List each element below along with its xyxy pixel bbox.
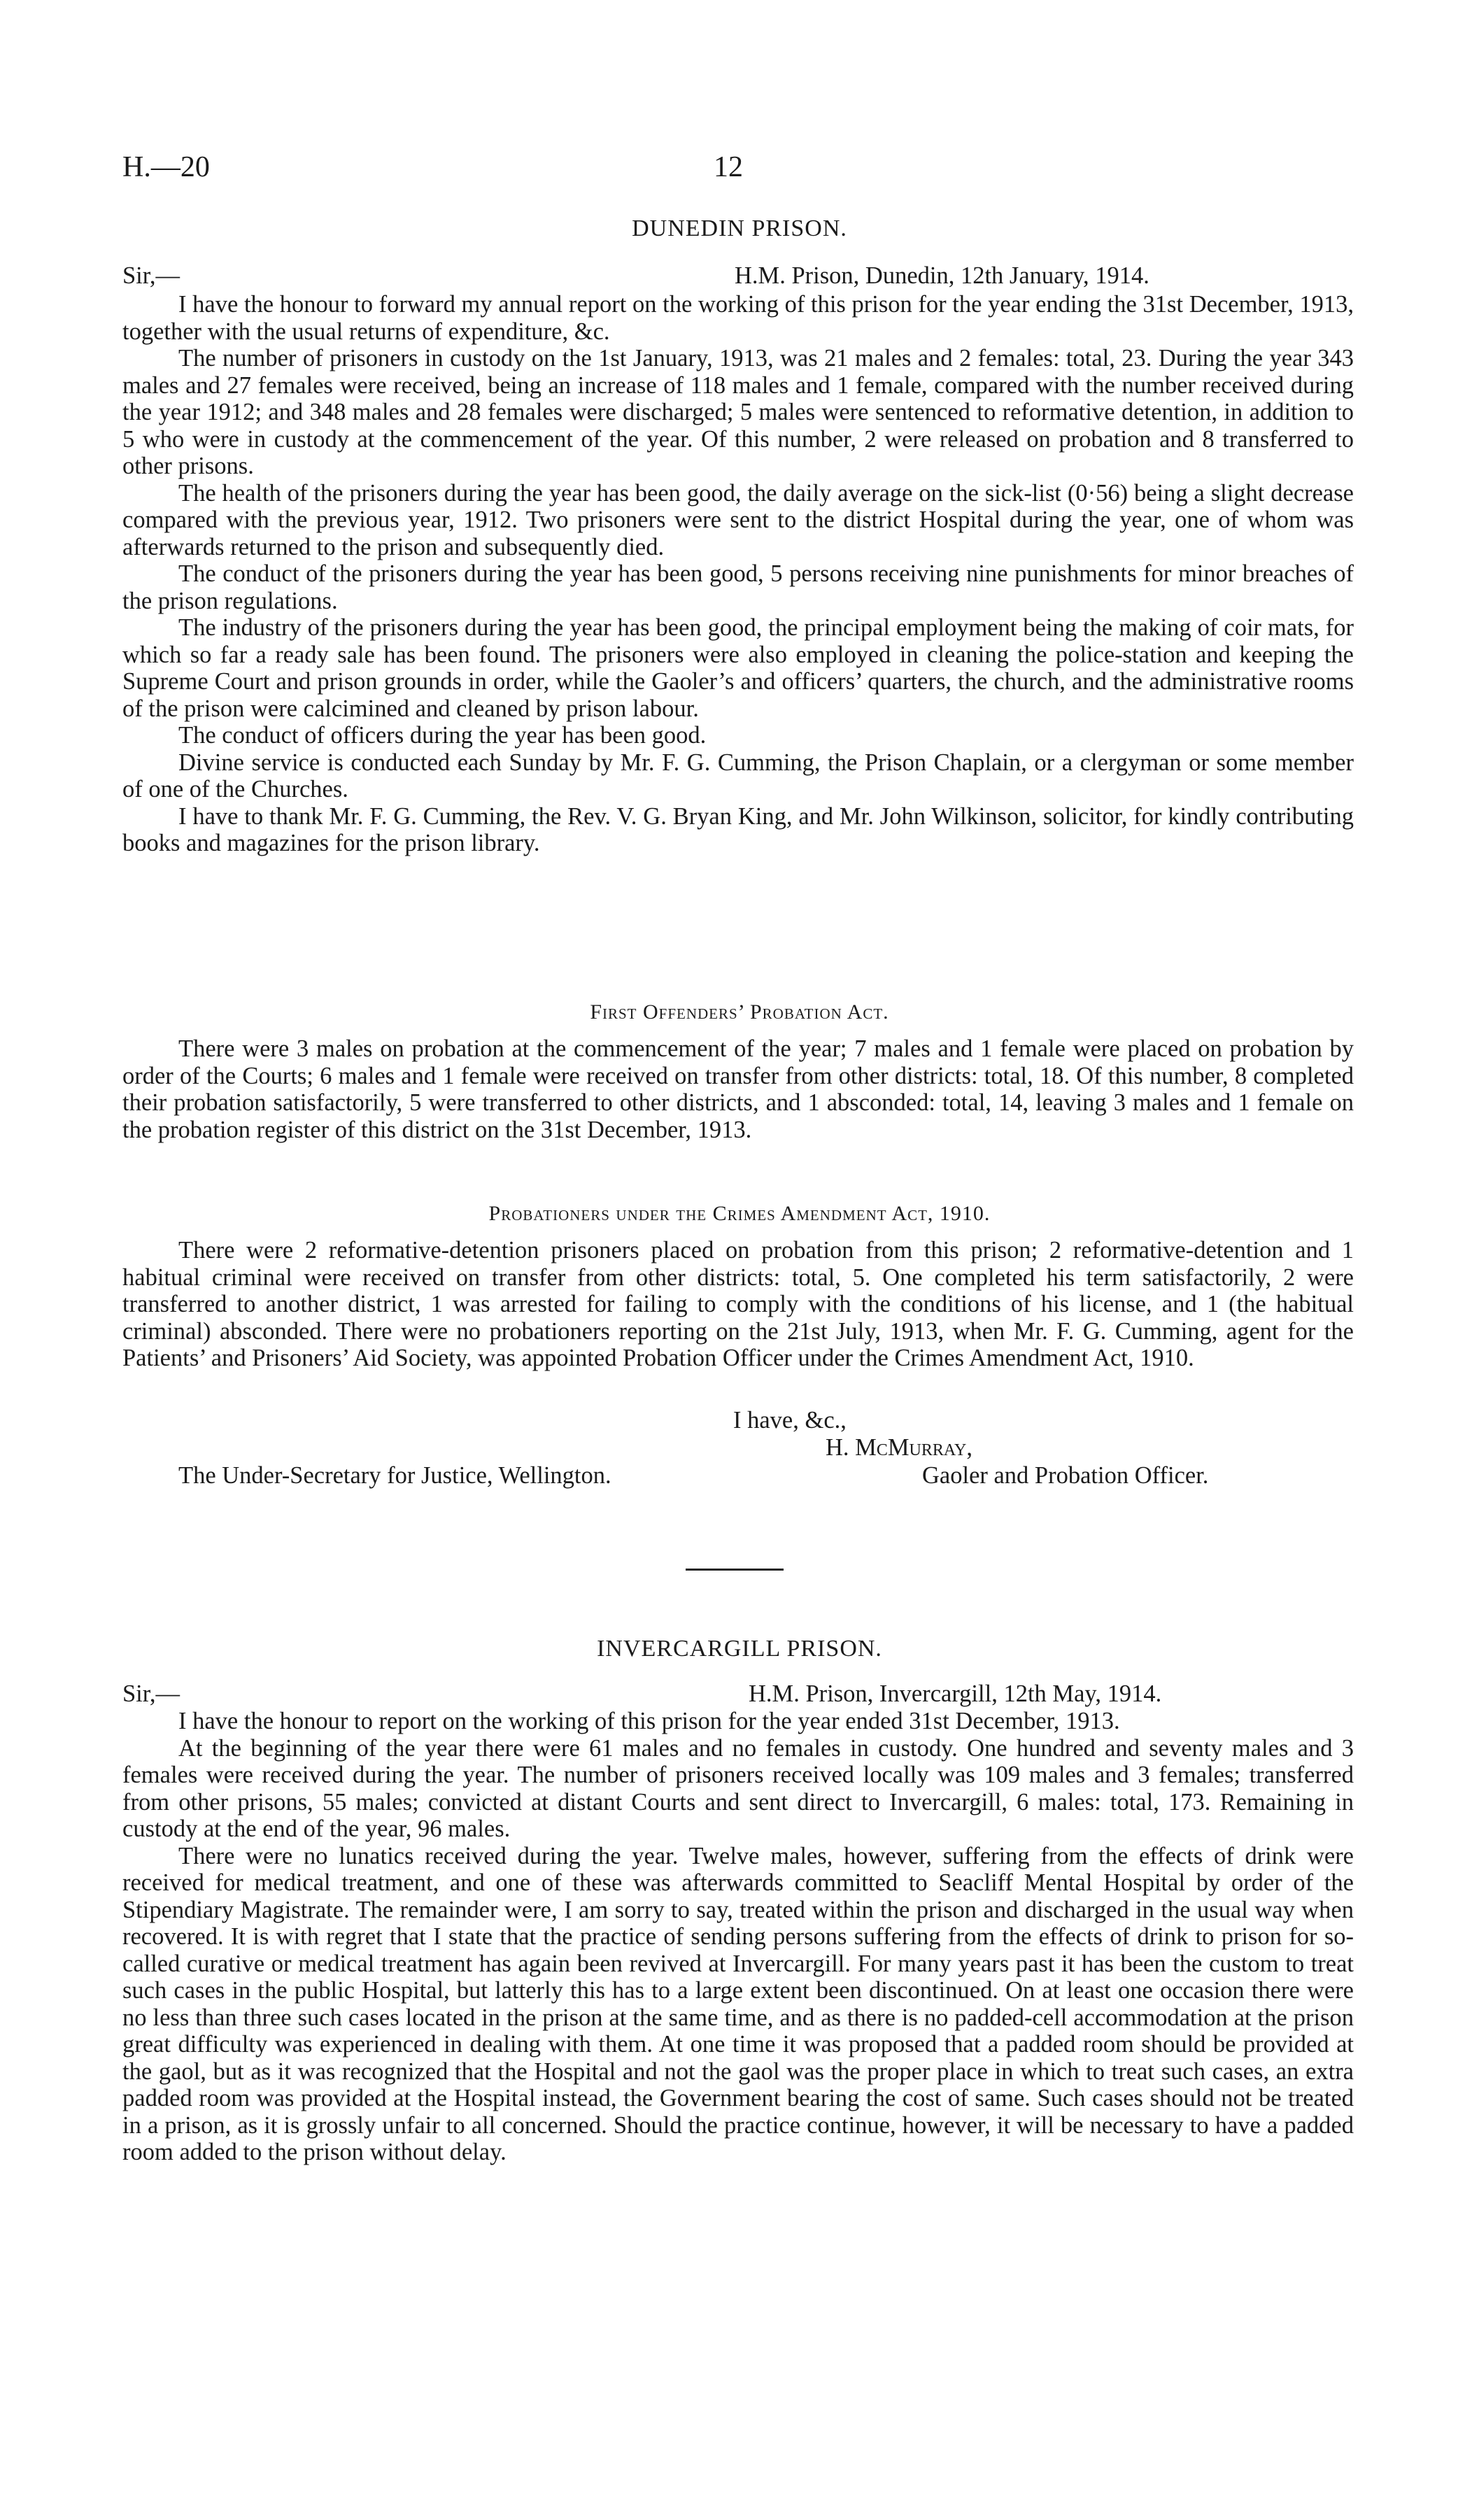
paragraph: The number of prisoners in custody on the 1st January, 1913, was 21 males and 2 females: total, 23. During the year 343 males and 27 females were received, being an increase of 118 males and 1 female, compared with the number received during the year 1912; and 348 males and 28 females were discharged; 5 males were sentenced to reformative detention, in addition to 5 who were in custody at the commencement of the year. Of this number, 2 were released on probation and 8 transferred to other prisons.: [122, 345, 1354, 479]
paragraph: I have the honour to report on the working of this prison for the year ended 31st December, 1913.: [178, 1708, 1120, 1734]
paragraph: The conduct of the prisoners during the year has been good, 5 persons receiving nine punishments for minor breaches of the prison regulations.: [122, 560, 1354, 614]
addressee: The Under-Secretary for Justice, Wellington.: [178, 1462, 611, 1489]
paragraph: The health of the prisoners during the year has been good, the daily average on the sick-list (0·56) being a slight decrease compared with the previous year, 1912. Two prisoners were sent to the district Hospital during the year, one of whom was afterwards returned to the prison and subsequently died.: [122, 479, 1354, 560]
section-title-dunedin: DUNEDIN PRISON.: [632, 215, 847, 241]
invercargill-body: [122, 1708, 1354, 2166]
document-reference: H.—20: [122, 151, 210, 183]
crimes-amendment-body: [122, 1237, 1354, 1372]
paragraph: At the beginning of the year there were 61 males and no females in custody. One hundred and seventy males and 3 females were received during the year. The number of prisoners received locally was 109 males and 3 females; transferred from other prisons, 55 males; convicted at distant Courts and sent direct to Invercargill, 6 males: total, 173. Remaining in custody at the end of the year, 96 males.: [122, 1734, 1354, 1842]
section-title-invercargill: INVERCARGILL PRISON.: [597, 1636, 882, 1662]
salutation: Sir,—: [122, 1680, 181, 1707]
salutation: Sir,—: [122, 262, 181, 289]
paragraph: I have to thank Mr. F. G. Cumming, the Rev. V. G. Bryan King, and Mr. John Wilkinson, solicitor, for kindly contributing books and magazines for the prison library.: [122, 802, 1354, 856]
page-number: 12: [714, 151, 743, 183]
paragraph: The conduct of officers during the year has been good.: [178, 722, 707, 749]
paragraph: Divine service is conducted each Sunday by Mr. F. G. Cumming, the Prison Chaplain, or a clergyman or some member of one of the Churches.: [122, 749, 1354, 802]
section-heading-crimes-amendment: Probationers under the Crimes Amendment Act, 1910.: [488, 1202, 991, 1225]
section-divider: [686, 1569, 784, 1571]
signer-title: Gaoler and Probation Officer.: [922, 1462, 1209, 1489]
paragraph: There were no lunatics received during the year. Twelve males, however, suffering from the effects of drink were received for medical treatment, and one of these was afterwards committed to Seacliff Mental Hospital by order of the Stipendiary Magistrate. The remainder were, I am sorry to say, treated within the prison and discharged in the usual way when recovered. It is with regret that I state that the practice of sending persons suffering from the effects of drink to prison for so-called curative or medical treatment has again been revived at Invercargill. For many years past it has been the custom to treat such cases in the public Hospital, but latterly this has to a large extent been discontinued. On at least one occasion there were no less than three such cases located in the prison at the same time, and as there is no padded-cell accommodation at the prison great difficulty was experienced in dealing with them. At one time it was proposed that a padded room should be provided at the gaol, but as it was recognized that the Hospital and not the gaol was the proper place in which to treat such cases, an extra padded room was provided at the Hospital instead, the Government bearing the cost of same. Such cases should not be treated in a prison, as it is grossly unfair to all concerned. Should the practice continue, however, it will be necessary to have a padded room added to the prison without delay.: [122, 1842, 1354, 2165]
letter-address: H.M. Prison, Dunedin, 12th January, 1914.: [735, 262, 1149, 289]
signer-name: H. McMurray,: [826, 1434, 972, 1461]
paragraph: There were 3 males on probation at the commencement of the year; 7 males and 1 female were placed on probation by order of the Courts; 6 males and 1 female were received on transfer from other districts: total, 18. Of this number, 8 completed their probation satisfactorily, 5 were transferred to other districts, and 1 absconded: total, 14, leaving 3 males and 1 female on the probation register of this district on the 31st December, 1913.: [122, 1035, 1354, 1143]
paragraph: There were 2 reformative-detention prisoners placed on probation from this prison; 2 reformative-detention and 1 habitual criminal were received on transfer from other districts: total, 5. One completed his term satisfactorily, 2 were transferred to another district, 1 was arrested for failing to comply with the conditions of his license, and 1 (the habitual criminal) absconded. There were no probationers reporting on the 21st July, 1913, when Mr. F. G. Cumming, agent for the Patients’ and Prisoners’ Aid Society, was appointed Probation Officer under the Crimes Amendment Act, 1910.: [122, 1237, 1354, 1371]
closing: I have, &c.,: [733, 1407, 847, 1434]
paragraph: The industry of the prisoners during the year has been good, the principal employment being the making of coir mats, for which so far a ready sale has been found. The prisoners were also employed in cleaning the police-station and keeping the Supreme Court and prison grounds in order, while the Gaoler’s and officers’ quarters, the church, and the administrative rooms of the prison were calcimined and cleaned by prison labour.: [122, 614, 1354, 722]
first-offenders-body: [122, 1035, 1354, 1143]
section-heading-first-offenders: First Offenders’ Probation Act.: [590, 1000, 889, 1024]
paragraph: I have the honour to forward my annual report on the working of this prison for the year ending the 31st December, 1913, together with the usual returns of expenditure, &c.: [122, 291, 1354, 345]
letter-address: H.M. Prison, Invercargill, 12th May, 1914.: [749, 1680, 1162, 1707]
dunedin-body: [122, 291, 1354, 857]
